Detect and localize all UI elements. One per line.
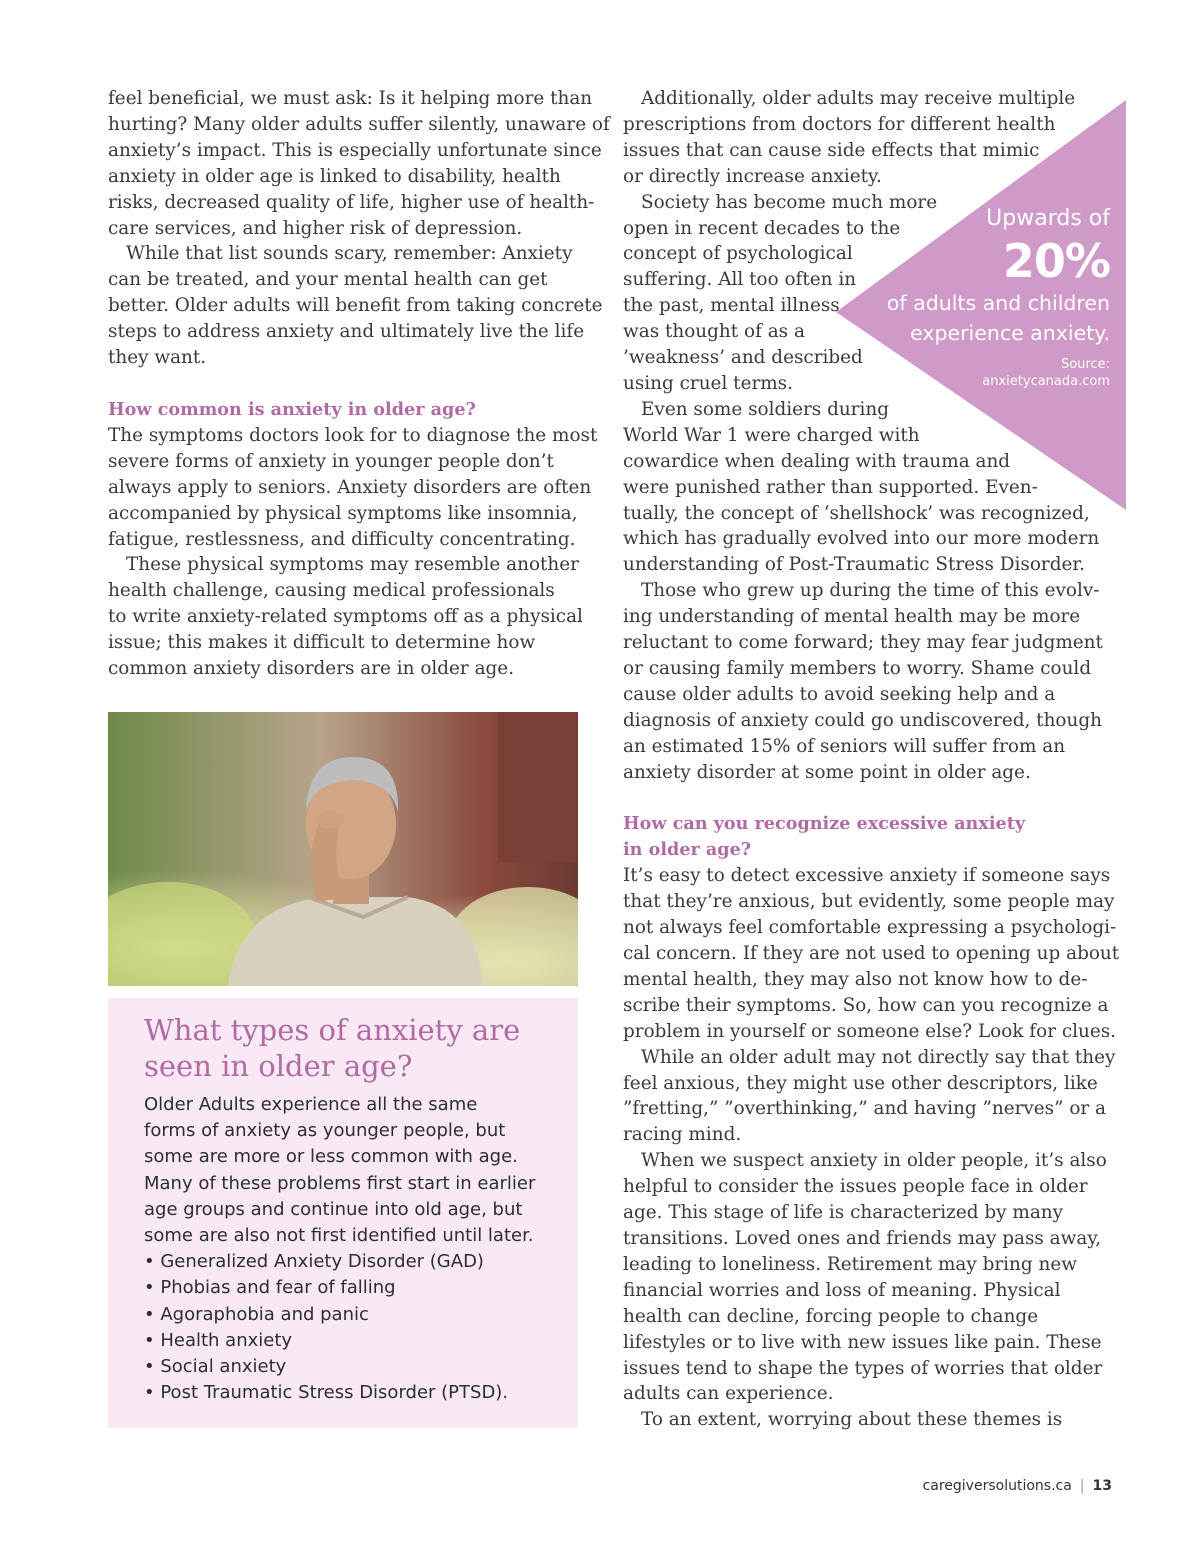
right-paragraph-8: To an extent, worrying about these themes is: [641, 1409, 1063, 1431]
footer-site: caregiversolutions.ca: [922, 1478, 1072, 1494]
right-paragraph-5: It’s easy to detect excessive anxiety if someone says that they’re anxious, but evidently, some people may not always feel comfortable expressing a psychologi- cal concern. If they are not used to opening up about mental health, they may also not know how to de- scribe their symptoms. So, how can you recognize a problem in yourself or someone else? Look for clues.: [623, 865, 1120, 1042]
page-footer: [923, 1478, 1112, 1494]
right-paragraph-3: Even some soldiers during World War 1 were charged with cowardice when dealing with trauma and were punished rather than supported. Even- tually, the concept of ‘shellshock’ was recognized, which has gradually evolved into our more modern understanding of Post-Traumatic Stress Disorder.: [623, 398, 1100, 576]
left-paragraph-3: The symptoms doctors look for to diagnose the most severe forms of anxiety in younger people don’t always apply to seniors. Anxiety disorders are often accompanied by physical symptoms like insomnia, fatigue, restlessness, and difficulty concentrating.: [108, 424, 598, 550]
right-paragraph-1: Additionally, older adults may receive multiple prescriptions from doctors for different health issues that can cause side effects that mimic or directly increase anxiety.: [623, 88, 1076, 187]
list-item: • Social anxiety: [144, 1356, 287, 1378]
list-item: • Generalized Anxiety Disorder (GAD): [144, 1251, 484, 1273]
sidebar-title: What types of anxiety are seen in older age?: [144, 1013, 521, 1083]
callout-percent: 20%: [1002, 234, 1110, 288]
list-item: • Phobias and fear of falling: [144, 1277, 396, 1299]
sidebar-types-of-anxiety: [108, 998, 578, 1428]
list-item: • Agoraphobia and panic: [144, 1303, 369, 1325]
sidebar-intro: Older Adults experience all the same forms of anxiety as younger people, but some are more or less common with age. Many of these problems first start in earlier age groups and continue into old age, but some are also not first identified until later.: [144, 1094, 536, 1247]
left-paragraph-4: These physical symptoms may resemble another health challenge, causing medical professionals to write anxiety-related symptoms off as a physical issue; this makes it difficult to determine how common anxiety disorders are in older age.: [108, 554, 583, 680]
right-paragraph-6: While an older adult may not directly say that they feel anxious, they might use other descriptors, like ”fretting,” ”overthinking,” and having ”nerves” or a racing mind.: [623, 1046, 1116, 1146]
section-heading-common: How common is anxiety in older age?: [108, 398, 476, 420]
callout-upwards: Upwards of: [986, 206, 1110, 231]
sidebar-body: [144, 1092, 574, 1406]
left-column: [108, 86, 610, 682]
list-item: • Post Traumatic Stress Disorder (PTSD).: [144, 1382, 509, 1404]
list-item: • Health anxiety: [144, 1329, 293, 1351]
photo-illustration: [108, 712, 578, 986]
right-paragraph-7: When we suspect anxiety in older people, it’s also helpful to consider the issues people face in older age. This stage of life is characterized by many transitions. Loved ones and friends may pass away, leading to loneliness. Retirement may bring new financial worries and loss of meaning. Physical health can decline, forcing people to change lifestyles or to live with new issues like pain. These issues tend to shape the types of worries that older adults can experience.: [623, 1150, 1107, 1405]
footer-divider: |: [1079, 1478, 1085, 1494]
anxiety-types-list: [144, 1249, 574, 1406]
callout-source: Source: anxietycanada.com: [982, 357, 1110, 389]
right-paragraph-4: Those who grew up during the time of this evolv- ing understanding of mental health may be more reluctant to come forward; they may fear judgment or causing family members to worry. Shame could cause older adults to avoid seeking help and a diagnosis of anxiety could go undiscovered, though an estimated 15% of seniors will suffer from an anxiety disorder at some point in older age.: [623, 580, 1103, 783]
page-number: 13: [1092, 1478, 1112, 1494]
callout-description: of adults and children experience anxiety.: [886, 291, 1110, 345]
right-paragraph-2: Society has become much more open in recent decades to the concept of psychological suffering. All too often in the past, mental illness was thought of as a ’weakness’ and described using cruel terms.: [623, 191, 938, 394]
photo-older-man: [108, 712, 578, 986]
right-column: [623, 86, 1123, 1433]
left-paragraph-2: While that list sounds scary, remember: Anxiety can be treated, and your mental health can get better. Older adults will benefit from taking concrete steps to address anxiety and ultimately live the life they want.: [108, 243, 603, 369]
left-paragraph-1: feel beneficial, we must ask: Is it helping more than hurting? Many older adults suffer silently, unaware of anxiety’s impact. This is especially unfortunate since anxiety in older age is linked to disability, health risks, decreased quality of life, higher use of health- care services, and higher risk of depression.: [108, 88, 610, 239]
section-heading-recognize: How can you recognize excessive anxiety in older age?: [623, 813, 1026, 861]
